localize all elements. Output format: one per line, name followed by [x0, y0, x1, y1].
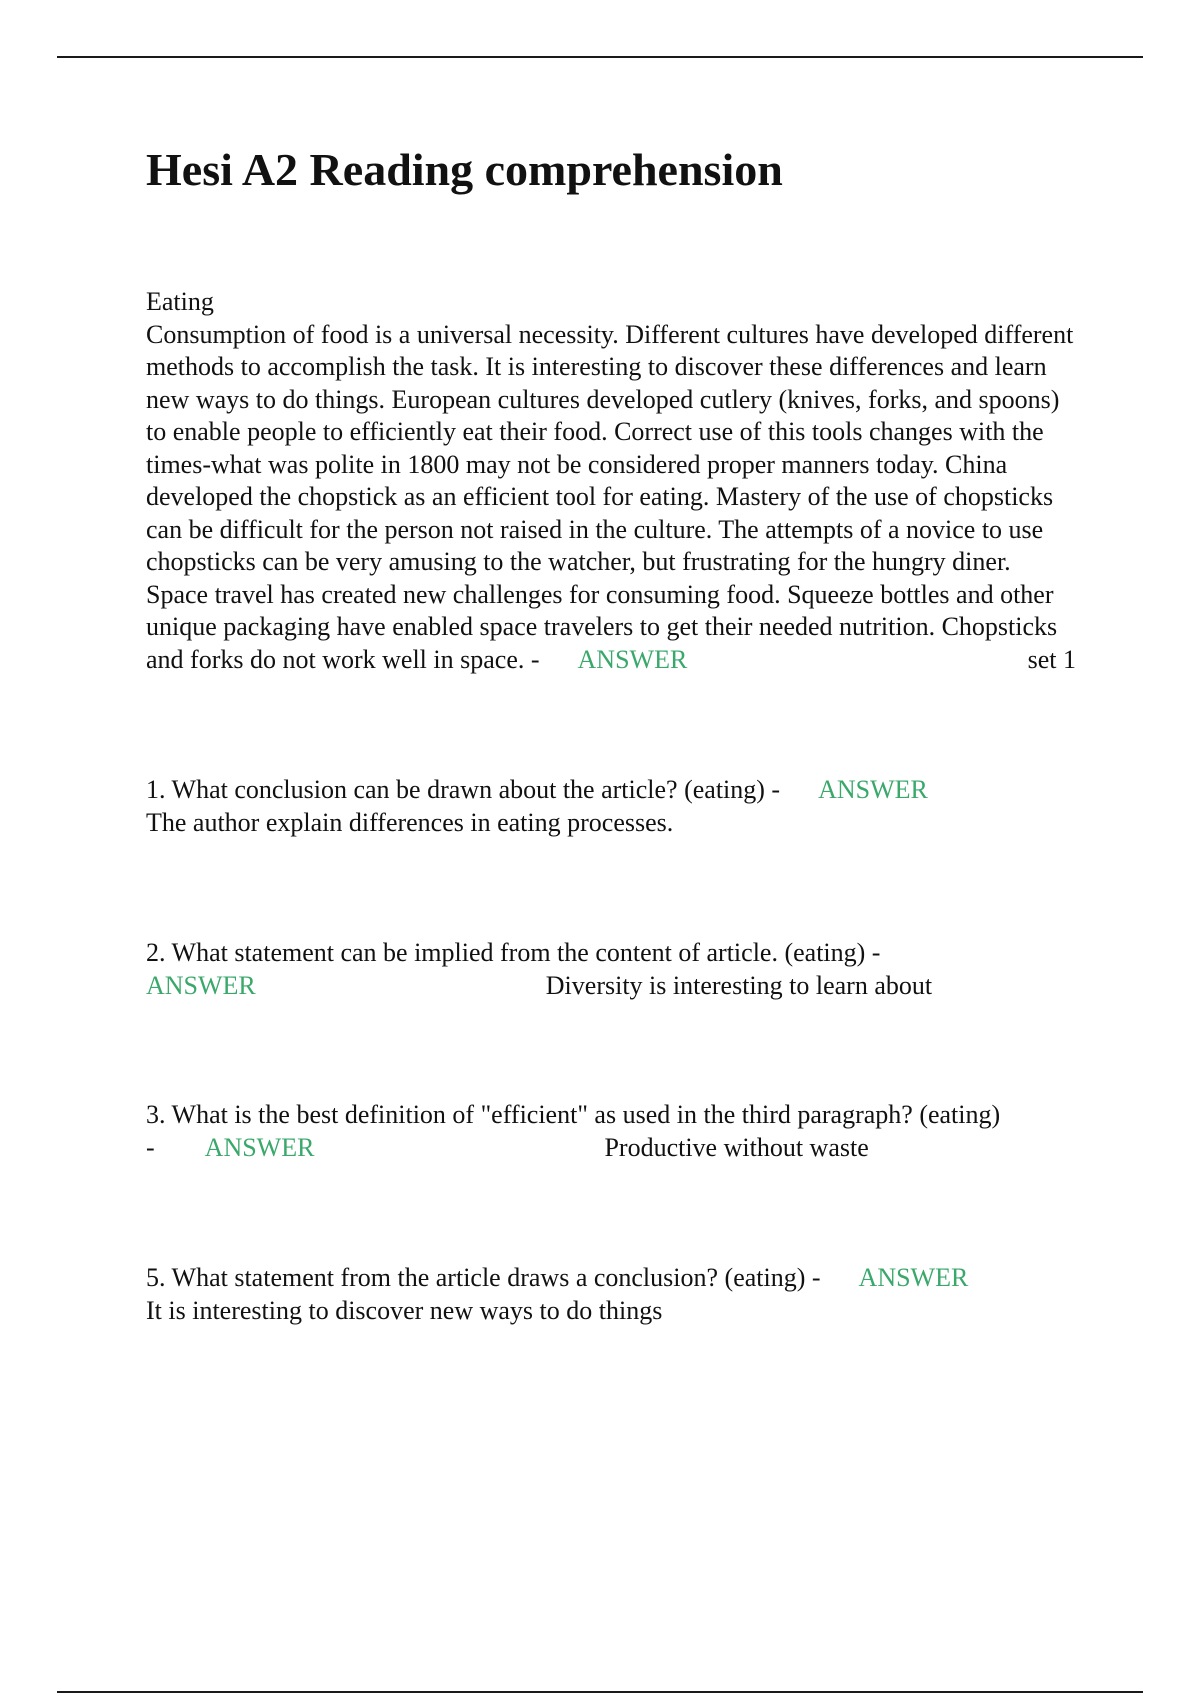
document-title: Hesi A2 Reading comprehension [146, 144, 783, 195]
answer-label: ANSWER [818, 775, 928, 804]
passage-heading: Eating [146, 287, 214, 316]
dash-separator: - [146, 1132, 155, 1162]
answer-text: It is interesting to discover new ways to do things [146, 1295, 663, 1325]
question-text: 1. What conclusion can be drawn about the article? (eating) - [146, 775, 781, 804]
answer-text: The author explain differences in eating processes. [146, 807, 674, 837]
question-item [146, 774, 1076, 839]
answer-label: ANSWER [204, 1132, 315, 1162]
answer-label: ANSWER [146, 970, 256, 1000]
top-rule [57, 56, 1143, 58]
passage-body: Consumption of food is a universal necessity. Different cultures have developed different methods to accomplish the task. It is interesting to discover these differences and learn new ways to do things. European cultures developed cutlery (knives, forks, and spoons) to enable people to efficiently eat their food. Correct use of this tools changes with the times-what was polite in 1800 may not be considered proper manners today. China developed the chopstick as an efficient tool for eating. Mastery of the use of chopsticks can be difficult for the person not raised in the culture. The attempts of a novice to use chopsticks can be very amusing to the watcher, but frustrating for the hungry diner. Space travel has created new challenges for consuming food. Squeeze bottles and other unique packaging have enabled space travelers to get their needed nutrition. Chopsticks and forks do not work well in space. - [146, 319, 1074, 674]
answer-text: Productive without waste [604, 1132, 869, 1162]
answer-label: ANSWER [858, 1263, 969, 1292]
question-item [146, 1262, 1076, 1327]
answer-label: ANSWER [577, 644, 688, 674]
question-text: 2. What statement can be implied from the content of article. (eating) - [146, 938, 881, 967]
document-content [146, 140, 1076, 1327]
answer-text: Diversity is interesting to learn about [545, 970, 933, 1000]
passage-answer: set 1 [1027, 644, 1076, 674]
question-item [146, 1099, 1076, 1164]
bottom-rule [57, 1691, 1143, 1693]
question-text: 5. What statement from the article draws a conclusion? (eating) - [146, 1263, 821, 1292]
question-text: 3. What is the best definition of "efficient" as used in the third paragraph? (eating) [146, 1100, 1001, 1129]
passage [146, 286, 1076, 676]
question-item [146, 937, 1076, 1002]
